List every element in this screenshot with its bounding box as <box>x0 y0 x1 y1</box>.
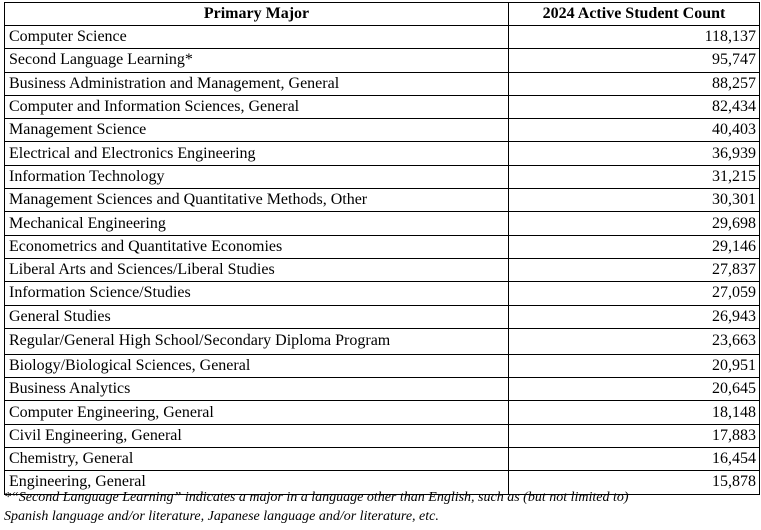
major-name-cell: Information Science/Studies <box>5 282 509 305</box>
major-name-cell: General Studies <box>5 305 509 328</box>
student-count-cell: 30,301 <box>509 189 760 212</box>
footnote-line-2: Spanish language and/or literature, Japanese language and/or literature, etc. <box>4 509 439 524</box>
student-count-cell: 15,878 <box>509 471 760 494</box>
major-name-cell: Information Technology <box>5 165 509 188</box>
table-row <box>5 378 760 401</box>
table-row <box>5 305 760 328</box>
major-name-cell: Electrical and Electronics Engineering <box>5 142 509 165</box>
major-name-cell: Business Administration and Management, General <box>5 72 509 95</box>
table-row <box>5 401 760 424</box>
table-row <box>5 448 760 471</box>
table-row <box>5 165 760 188</box>
majors-table <box>4 2 760 495</box>
table-row <box>5 354 760 377</box>
student-count-cell: 31,215 <box>509 165 760 188</box>
table-row <box>5 189 760 212</box>
table-body <box>5 26 760 495</box>
major-name-cell: Mechanical Engineering <box>5 212 509 235</box>
student-count-cell: 17,883 <box>509 424 760 447</box>
table-row <box>5 212 760 235</box>
table-row <box>5 119 760 142</box>
student-count-cell: 29,698 <box>509 212 760 235</box>
student-count-cell: 26,943 <box>509 305 760 328</box>
table-row <box>5 26 760 49</box>
student-count-cell: 18,148 <box>509 401 760 424</box>
student-count-cell: 23,663 <box>509 328 760 354</box>
student-count-cell: 27,059 <box>509 282 760 305</box>
table-row <box>5 424 760 447</box>
table-row <box>5 72 760 95</box>
major-name-cell: Regular/General High School/Secondary Diploma Program <box>5 328 509 354</box>
table-row <box>5 258 760 281</box>
header-row <box>5 3 760 26</box>
major-name-cell: Econometrics and Quantitative Economies <box>5 235 509 258</box>
student-count-cell: 36,939 <box>509 142 760 165</box>
student-count-cell: 118,137 <box>509 26 760 49</box>
student-count-cell: 95,747 <box>509 49 760 72</box>
major-name-cell: Liberal Arts and Sciences/Liberal Studies <box>5 258 509 281</box>
table-row <box>5 328 760 354</box>
table-row <box>5 282 760 305</box>
student-count-cell: 82,434 <box>509 95 760 118</box>
student-count-cell: 27,837 <box>509 258 760 281</box>
table-row <box>5 142 760 165</box>
major-name-cell: Civil Engineering, General <box>5 424 509 447</box>
student-count-cell: 16,454 <box>509 448 760 471</box>
student-count-cell: 20,645 <box>509 378 760 401</box>
major-name-cell: Engineering, General <box>5 471 509 494</box>
column-header-count: 2024 Active Student Count <box>509 3 760 26</box>
major-name-cell: Management Science <box>5 119 509 142</box>
major-name-cell: Management Sciences and Quantitative Methods, Other <box>5 189 509 212</box>
major-name-cell: Biology/Biological Sciences, General <box>5 354 509 377</box>
student-count-cell: 40,403 <box>509 119 760 142</box>
footnote-line-1: *“Second Language Learning” indicates a major in a language other than English, such as (but not limited to) <box>4 490 629 505</box>
major-name-cell: Second Language Learning* <box>5 49 509 72</box>
major-name-cell: Computer Science <box>5 26 509 49</box>
major-name-cell: Computer and Information Sciences, General <box>5 95 509 118</box>
major-name-cell: Business Analytics <box>5 378 509 401</box>
footnote <box>4 488 754 526</box>
student-count-cell: 88,257 <box>509 72 760 95</box>
student-count-cell: 29,146 <box>509 235 760 258</box>
table-row <box>5 95 760 118</box>
table-row <box>5 235 760 258</box>
student-count-cell: 20,951 <box>509 354 760 377</box>
major-name-cell: Computer Engineering, General <box>5 401 509 424</box>
major-name-cell: Chemistry, General <box>5 448 509 471</box>
table-row <box>5 49 760 72</box>
column-header-major: Primary Major <box>5 3 509 26</box>
